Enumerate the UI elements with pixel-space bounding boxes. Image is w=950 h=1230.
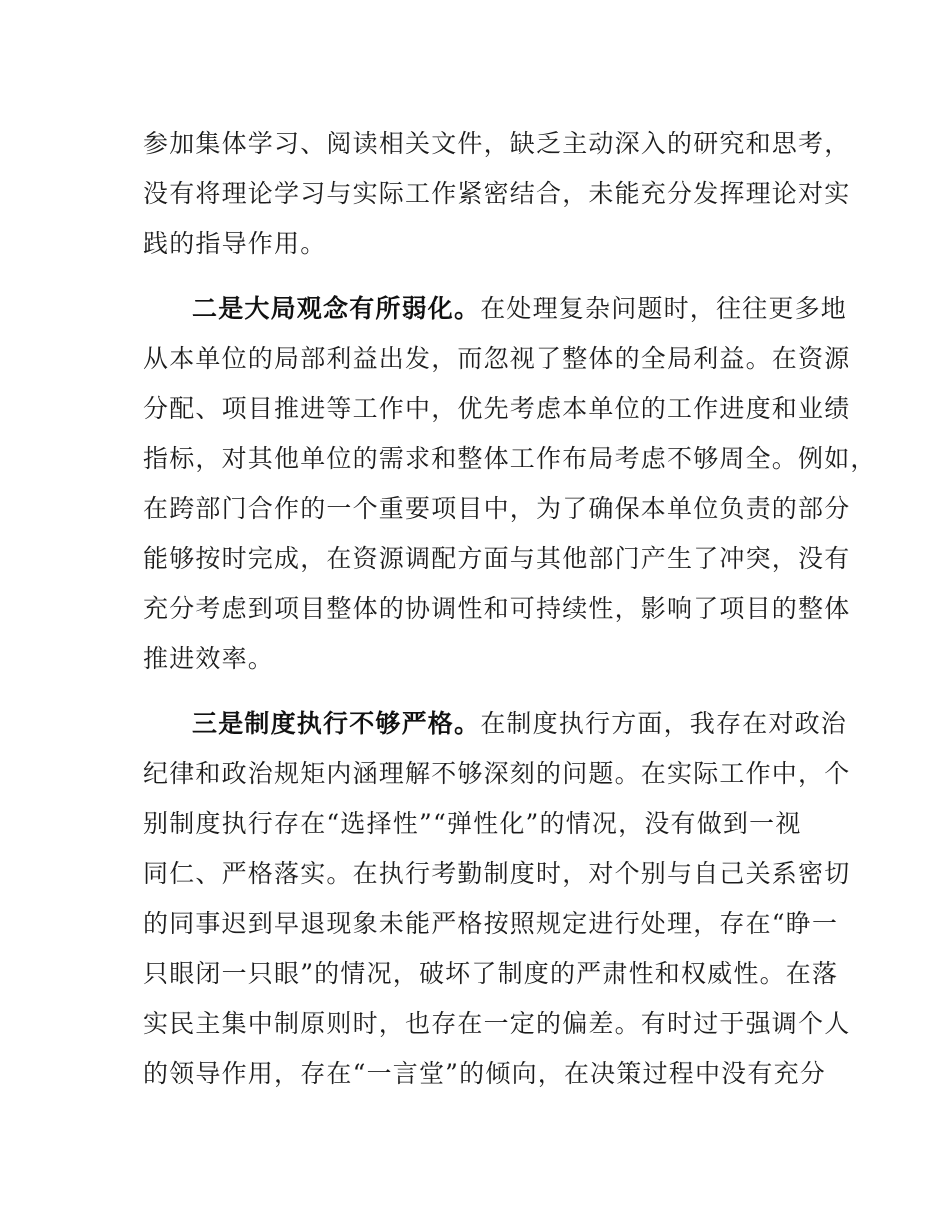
paragraph-2-line-6: 能够按时完成，在资源调配方面与其他部门产生了冲突，没有 xyxy=(143,544,851,573)
paragraph-3-line-3: 别制度执行存在“选择性”“弹性化”的情况，没有做到一视 xyxy=(143,809,802,838)
paragraph-2-line-4: 指标，对其他单位的需求和整体工作布局考虑不够周全。例如， xyxy=(143,444,877,473)
paragraph-3-line-4: 同仁、严格落实。在执行考勤制度时，对个别与自己关系密切 xyxy=(143,859,851,888)
paragraph-3-first-line xyxy=(192,711,872,736)
paragraph-2-line-2: 从本单位的局部利益出发，而忽视了整体的全局利益。在资源 xyxy=(143,344,851,373)
paragraph-2-line-5: 在跨部门合作的一个重要项目中，为了确保本单位负责的部分 xyxy=(143,494,851,523)
paragraph-3-line-6: 只眼闭一只眼”的情况，破坏了制度的严肃性和权威性。在落 xyxy=(143,959,839,988)
paragraph-3-first-line-text: 在制度执行方面，我存在对政治 xyxy=(480,709,848,738)
paragraph-2-first-line xyxy=(192,296,872,321)
paragraph-2-line-3: 分配、项目推进等工作中，优先考虑本单位的工作进度和业绩 xyxy=(143,394,851,423)
paragraph-1-line-3: 践的指导作用。 xyxy=(143,229,327,258)
paragraph-1-line-2: 没有将理论学习与实际工作紧密结合，未能充分发挥理论对实 xyxy=(143,179,851,208)
paragraph-2-line-7: 充分考虑到项目整体的协调性和可持续性，影响了项目的整体 xyxy=(143,594,851,623)
paragraph-3-line-5: 的同事迟到早退现象未能严格按照规定进行处理，存在“睁一 xyxy=(143,909,839,938)
paragraph-1-line-1: 参加集体学习、阅读相关文件，缺乏主动深入的研究和思考， xyxy=(143,129,851,158)
paragraph-3-line-2: 纪律和政治规矩内涵理解不够深刻的问题。在实际工作中，个 xyxy=(143,759,851,788)
paragraph-3-line-7: 实民主集中制原则时，也存在一定的偏差。有时过于强调个人 xyxy=(143,1009,851,1038)
paragraph-3-line-8: 的领导作用，存在“一言堂”的倾向，在决策过程中没有充分 xyxy=(143,1059,826,1088)
paragraph-2-first-line-text: 在处理复杂问题时，往往更多地 xyxy=(480,294,848,323)
paragraph-3-heading: 三是制度执行不够严格。 xyxy=(192,709,481,738)
paragraph-2-heading: 二是大局观念有所弱化。 xyxy=(192,294,481,323)
paragraph-2-line-8: 推进效率。 xyxy=(143,644,275,673)
